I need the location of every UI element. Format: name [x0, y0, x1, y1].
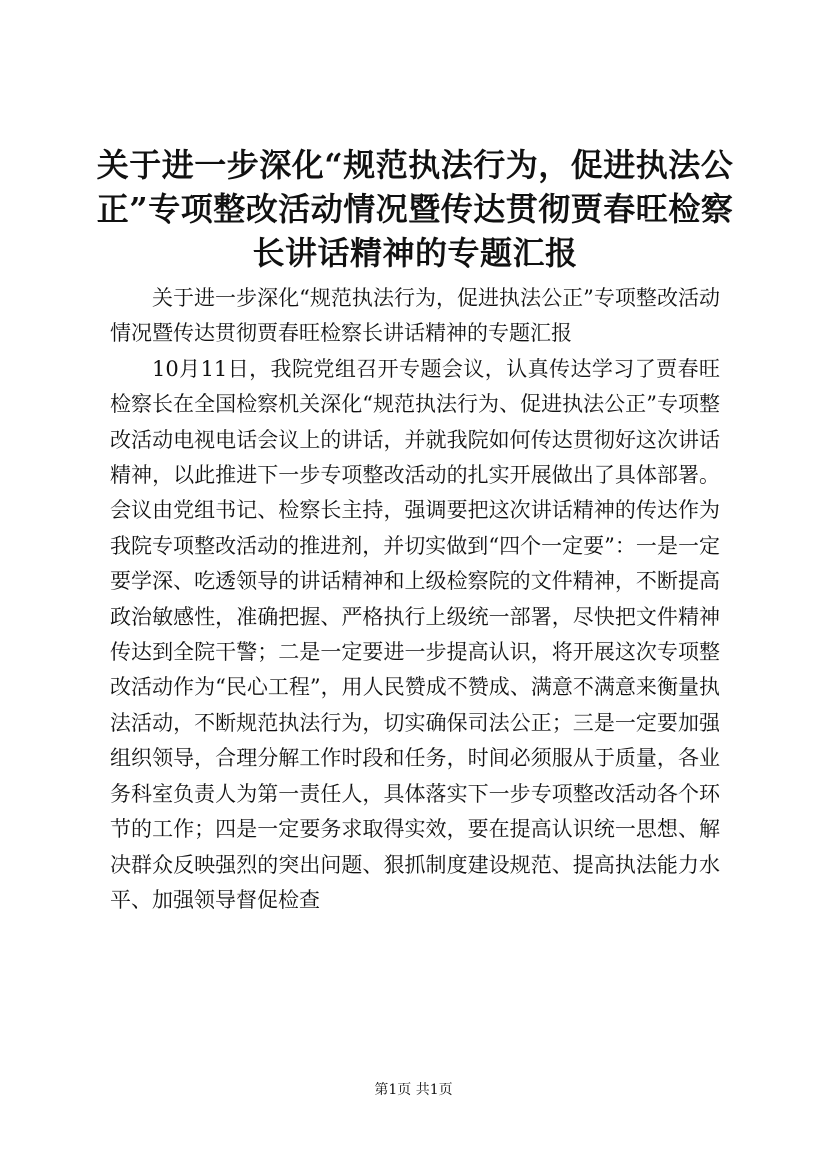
- main-paragraph: 10月11日，我院党组召开专题会议，认真传达学习了贾春旺检察长在全国检察机关深化“规范执法行为、促进执法公正”专项整改活动电视电话会议上的讲话，并就我院如何传达贯彻好这次讲话精神，以此推进下一步专项整改活动的扎实开展做出了具体部署。会议由党组书记、检察长主持，强调要把这次讲话精神的传达作为我院专项整改活动的推进剂，并切实做到“四个一定要”：一是一定要学深、吃透领导的讲话精神和上级检察院的文件精神，不断提高政治敏感性，准确把握、严格执行上级统一部署，尽快把文件精神传达到全院干警；二是一定要进一步提高认识，将开展这次专项整改活动作为“民心工程”，用人民赞成不赞成、满意不满意来衡量执法活动，不断规范执法行为，切实确保司法公正；三是一定要加强组织领导，合理分解工作时段和任务，时间必须服从于质量，各业务科室负责人为第一责任人，具体落实下一步专项整改活动各个环节的工作；四是一定要务求取得实效，要在提高认识统一思想、解决群众反映强烈的突出问题、狠抓制度建设规范、提高执法能力水平、加强领导督促检查: [110, 356, 720, 912]
- document-title: 关于进一步深化“规范执法行为，促进执法公正”专项整改活动情况暨传达贯彻贾春旺检察长讲话精神的专题汇报: [96, 146, 734, 272]
- page-number: 第1页 共1页: [374, 1082, 453, 1098]
- intro-paragraph: 关于进一步深化“规范执法行为，促进执法公正”专项整改活动情况暨传达贯彻贾春旺检察长讲话精神的专题汇报: [110, 286, 720, 346]
- document-body: [110, 281, 720, 918]
